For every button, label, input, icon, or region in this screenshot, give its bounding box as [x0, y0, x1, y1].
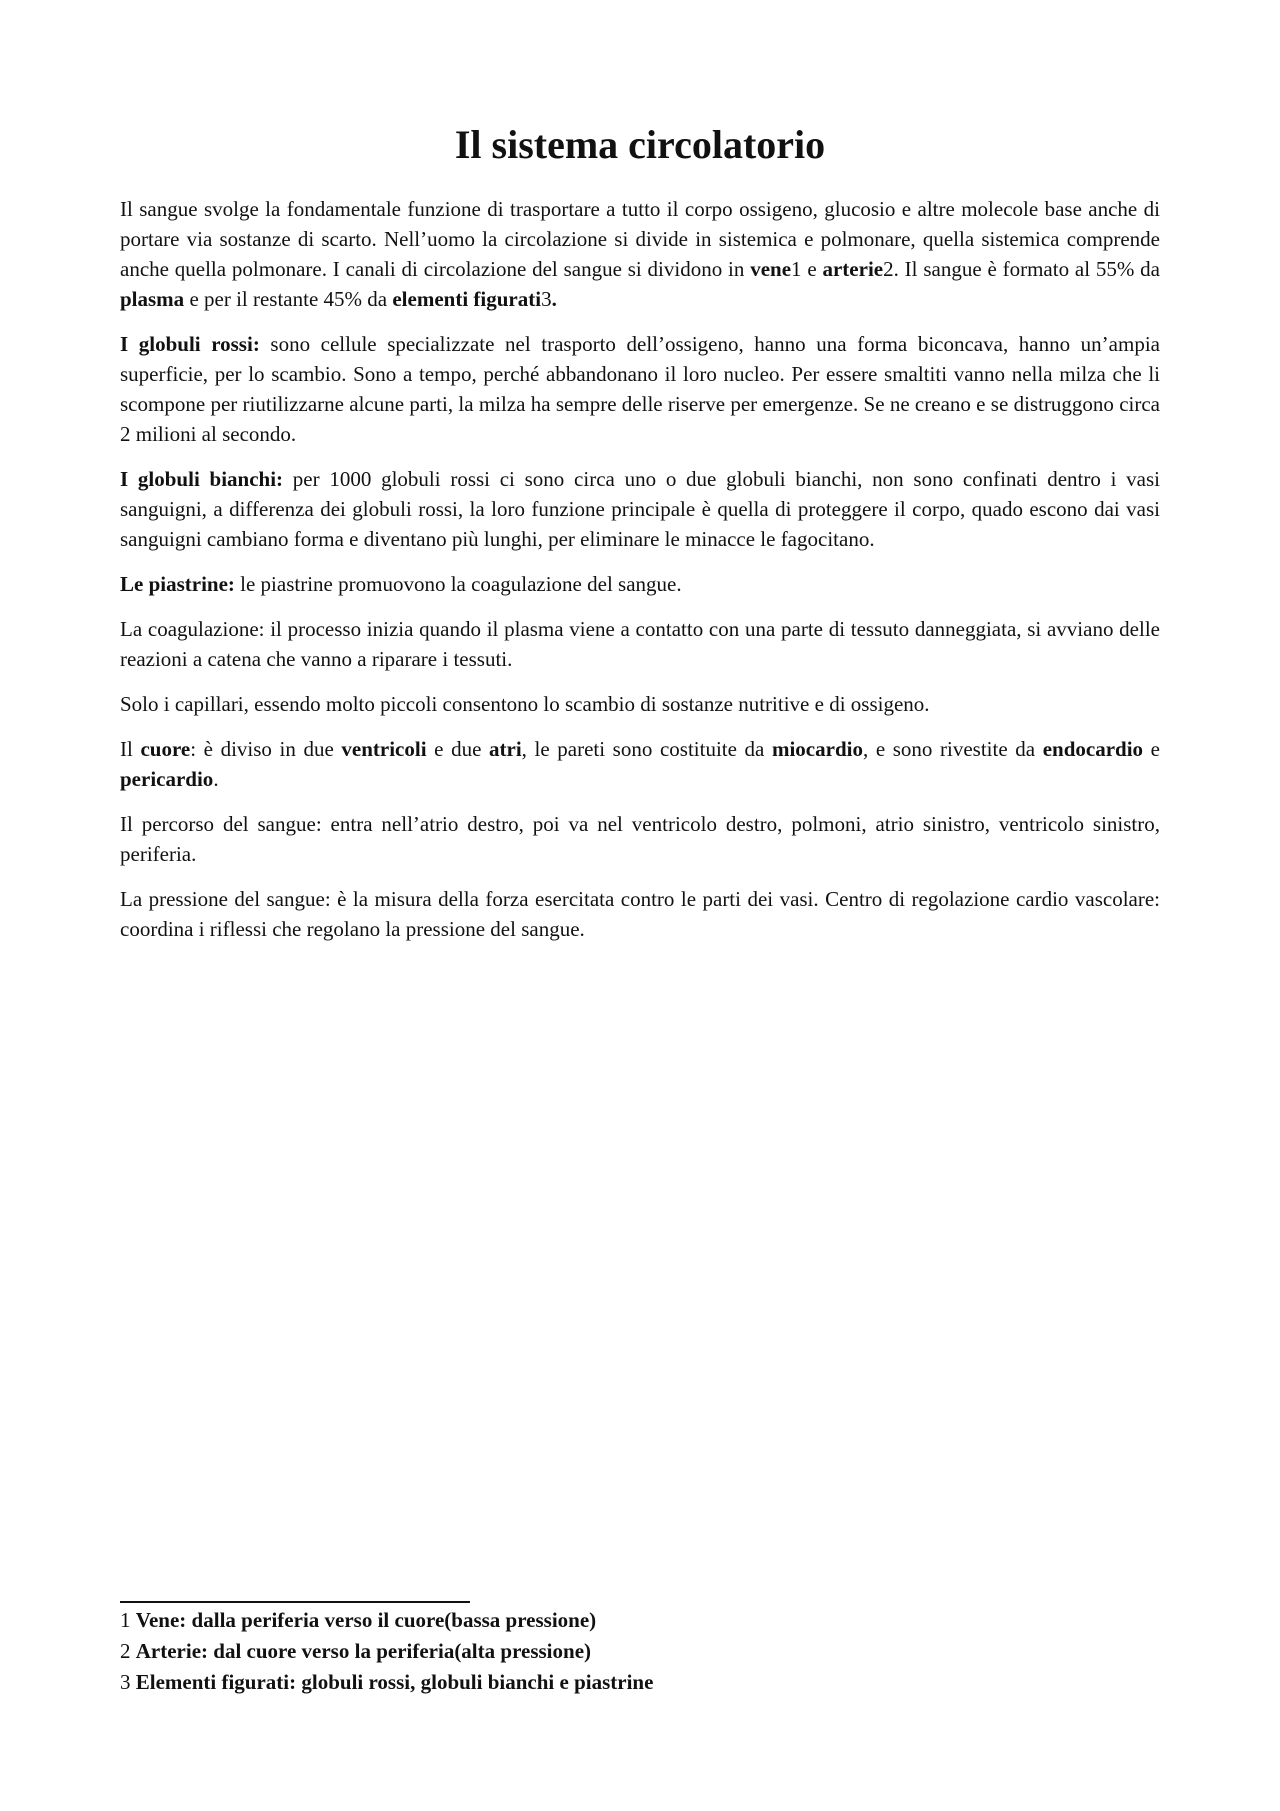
cuore-text-2: : è diviso in due: [190, 737, 342, 761]
document-body: [120, 118, 1160, 959]
globuli-rossi-paragraph: [120, 329, 1160, 449]
footnote-ref-2[interactable]: 2: [883, 257, 894, 281]
term-ventricoli: ventricoli: [341, 737, 427, 761]
intro-text-4: e per il restante 45% da: [184, 287, 393, 311]
term-vene: vene: [750, 257, 792, 281]
coagulazione-paragraph: La coagulazione: il processo inizia quando il plasma viene a contatto con una parte di tessuto danneggiata, si avviano delle reazioni a catena che vanno a riparare i tessuti.: [120, 617, 1160, 671]
footnote-number: 2: [120, 1639, 131, 1663]
piastrine-label: Le piastrine:: [120, 572, 235, 596]
globuli-bianchi-paragraph: [120, 464, 1160, 554]
footnotes-section: [120, 1601, 1160, 1698]
footnote-separator: [120, 1601, 470, 1603]
term-endocardio: endocardio: [1042, 737, 1144, 761]
footnote-number: 1: [120, 1608, 131, 1632]
intro-text-2: e: [801, 257, 823, 281]
footnote-item: [120, 1667, 1160, 1698]
term-cuore: cuore: [140, 737, 191, 761]
piastrine-paragraph: [120, 569, 1160, 599]
percorso-paragraph: Il percorso del sangue: entra nell’atrio destro, poi va nel ventricolo destro, polmoni, atrio sinistro, ventricolo sinistro, periferia.: [120, 812, 1160, 866]
globuli-rossi-text: sono cellule specializzate nel trasporto dell’ossigeno, hanno una forma biconcava, hanno un’ampia superficie, per lo scambio. Sono a tempo, perché abbandonano il loro nucleo. Per essere smaltiti vanno nella milza che li scompone per riutilizzarne alcune parti, la milza ha sempre delle riserve per emergenze. Se ne creano e se distruggono circa 2 milioni al secondo.: [120, 332, 1160, 446]
term-atri: atri: [489, 737, 522, 761]
cuore-text-4: , le pareti sono costituite da: [521, 737, 772, 761]
footnote-item: [120, 1636, 1160, 1667]
cuore-text-7: .: [213, 767, 219, 791]
footnote-text: Vene: dalla periferia verso il cuore(bassa pressione): [135, 1608, 597, 1632]
intro-text-3: . Il sangue è formato al 55% da: [893, 257, 1160, 281]
cuore-text-6: e: [1143, 737, 1160, 761]
page-title: Il sistema circolatorio: [454, 122, 826, 167]
pressione-paragraph: La pressione del sangue: è la misura della forza esercitata contro le parti dei vasi. Centro di regolazione cardio vascolare: coordina i riflessi che regolano la pressione del sangue.: [120, 887, 1160, 941]
footnote-ref-1[interactable]: 1: [791, 257, 802, 281]
globuli-rossi-label: I globuli rossi:: [120, 332, 260, 356]
globuli-bianchi-label: I globuli bianchi:: [120, 467, 284, 491]
term-miocardio: miocardio: [771, 737, 863, 761]
cuore-text-5: , e sono rivestite da: [862, 737, 1043, 761]
footnote-text: Elementi figurati: globuli rossi, globuli bianchi e piastrine: [135, 1670, 654, 1694]
cuore-text-1: Il: [120, 737, 141, 761]
term-arterie: arterie: [822, 257, 884, 281]
capillari-paragraph: Solo i capillari, essendo molto piccoli consentono lo scambio di sostanze nutritive e di ossigeno.: [120, 692, 930, 716]
term-elementi-figurati: elementi figurati: [392, 287, 542, 311]
globuli-bianchi-text: per 1000 globuli rossi ci sono circa uno o due globuli bianchi, non sono confinati dentro i vasi sanguigni, a differenza dei globuli rossi, la loro funzione principale è quella di proteggere il corpo, quado escono dai vasi sanguigni cambiano forma e diventano più lunghi, per eliminare le minacce le fagocitano.: [120, 467, 1160, 551]
cuore-paragraph: [120, 734, 1160, 794]
intro-text-1: Il sangue svolge la fondamentale funzione di trasportare a tutto il corpo ossigeno, glucosio e altre molecole base anche di portare via sostanze di scarto. Nell’uomo la circolazione si divide in sistemica e polmonare, quella sistemica comprende anche quella polmonare. I canali di circolazione del sangue si dividono in: [120, 197, 1160, 281]
intro-paragraph: [120, 194, 1160, 314]
footnote-item: [120, 1605, 1160, 1636]
cuore-text-3: e due: [426, 737, 489, 761]
piastrine-text: le piastrine promuovono la coagulazione del sangue.: [234, 572, 682, 596]
footnote-text: Arterie: dal cuore verso la periferia(alta pressione): [135, 1639, 592, 1663]
footnote-number: 3: [120, 1670, 131, 1694]
term-pericardio: pericardio: [120, 767, 214, 791]
intro-text-5: .: [551, 287, 557, 311]
term-plasma: plasma: [120, 287, 185, 311]
footnote-ref-3[interactable]: 3: [541, 287, 552, 311]
